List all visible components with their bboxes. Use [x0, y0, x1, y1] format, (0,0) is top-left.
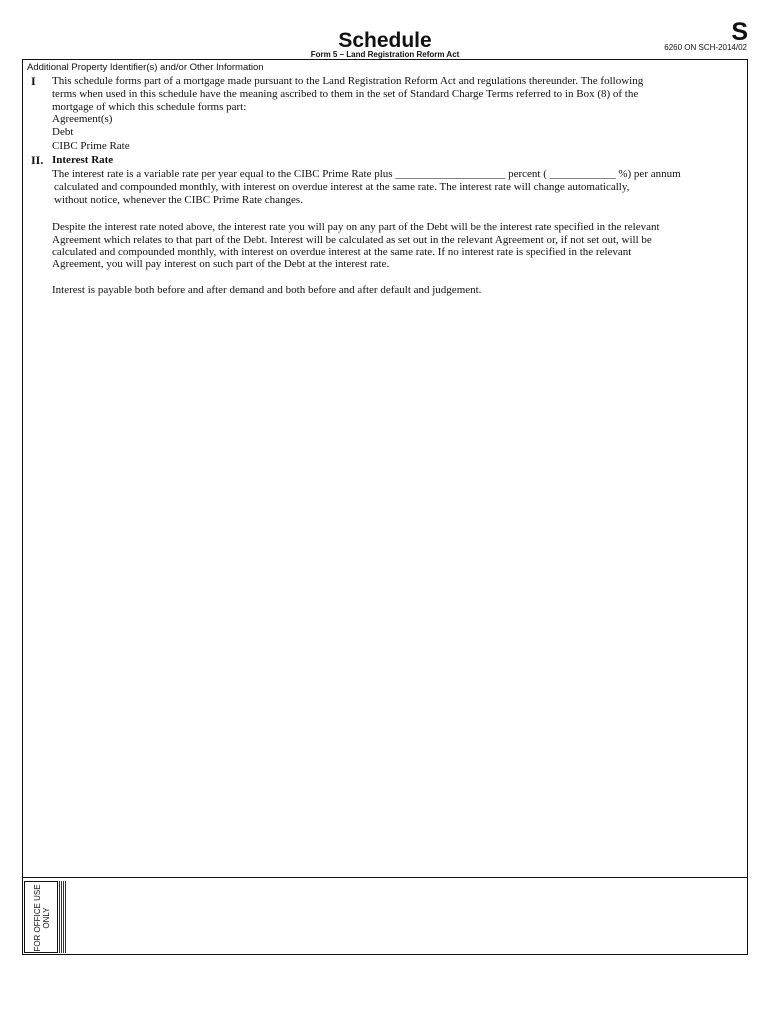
office-divider [63, 881, 64, 953]
office-use-label [33, 884, 51, 951]
form-letter: S [731, 18, 748, 46]
despite-para-line-2: Agreement which relates to that part of the Debt. Interest will be calculated as set out in the relevant Agreement or, if not set out, will be [52, 234, 652, 246]
despite-para-line-3: calculated and compounded monthly, with interest on overdue interest at the same rate. If no interest rate is specified in the relevant [52, 246, 632, 258]
interest-rate-line-1 [52, 168, 681, 181]
schedule-box [22, 59, 748, 955]
section-2-title: Interest Rate [52, 154, 114, 166]
office-divider [65, 881, 66, 953]
office-use-line-2: ONLY [42, 907, 51, 929]
percent-text: percent ( [508, 168, 547, 180]
office-use-area [22, 877, 748, 956]
office-divider [59, 881, 60, 953]
form-title: Schedule [338, 29, 432, 52]
office-use-box [24, 881, 58, 953]
per-annum-text: %) per annum [618, 168, 681, 180]
term-debt: Debt [52, 126, 74, 138]
term-cibc-prime-rate: CIBC Prime Rate [52, 140, 130, 152]
form-code: 6260 ON SCH-2014/02 [664, 43, 747, 52]
section-1-line-1: This schedule forms part of a mortgage made pursuant to the Land Registration Reform Act and regulations thereunder. The following [52, 75, 644, 87]
prime-plus-blank[interactable]: ____________________ [395, 168, 506, 180]
percent-blank[interactable]: ____________ [549, 168, 616, 180]
box-header: Additional Property Identifier(s) and/or Other Information [27, 62, 264, 73]
office-divider [61, 881, 62, 953]
interest-rate-line-3: without notice, whenever the CIBC Prime Rate changes. [54, 194, 303, 206]
term-agreement: Agreement(s) [52, 113, 113, 125]
despite-para-line-4: Agreement, you will pay interest on such part of the Debt at the interest rate. [52, 258, 390, 270]
interest-rate-text: The interest rate is a variable rate per year equal to the CIBC Prime Rate plus [52, 168, 393, 180]
section-1-line-3: mortgage of which this schedule forms part: [52, 101, 247, 113]
section-2-number: II. [31, 153, 44, 167]
payable-para: Interest is payable both before and after demand and both before and after default and judgement. [52, 284, 482, 296]
despite-para-line-1: Despite the interest rate noted above, the interest rate you will pay on any part of the Debt will be the interest rate specified in the relevant [52, 221, 660, 233]
section-1-number: I [31, 74, 36, 88]
section-1-line-2: terms when used in this schedule have the meaning ascribed to them in the set of Standard Charge Terms referred to in Box (8) of the [52, 88, 639, 100]
form-subtitle: Form 5 – Land Registration Reform Act [310, 50, 460, 59]
office-use-line-1: FOR OFFICE USE [33, 884, 42, 952]
interest-rate-line-2: calculated and compounded monthly, with interest on overdue interest at the same rate. The interest rate will change automatically, [54, 181, 630, 193]
